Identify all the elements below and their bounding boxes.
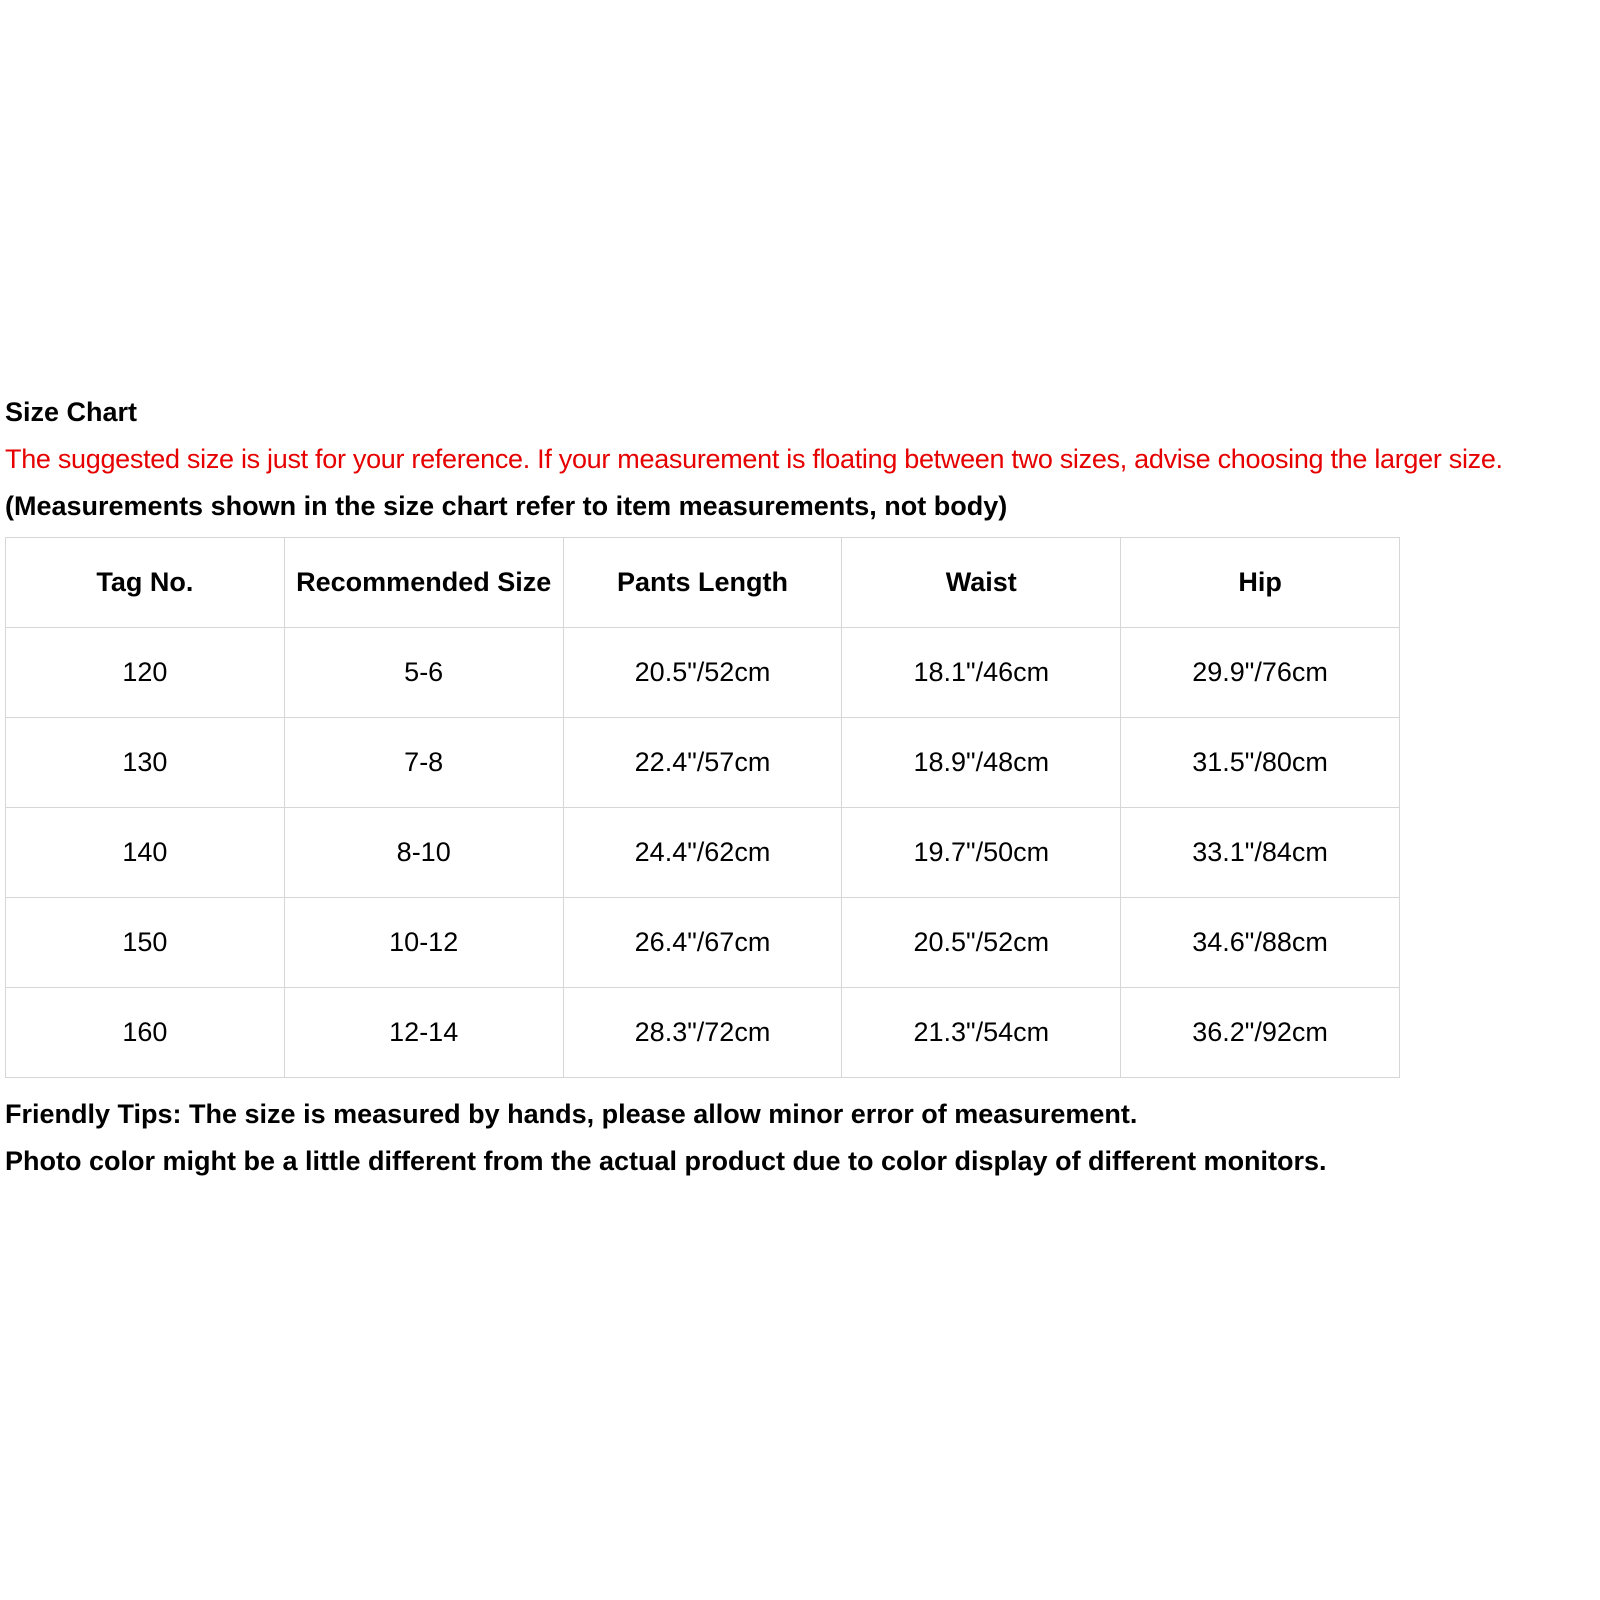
- header-tag-no: Tag No.: [6, 538, 285, 628]
- cell-pants-length: 22.4"/57cm: [563, 718, 842, 808]
- header-pants-length: Pants Length: [563, 538, 842, 628]
- header-recommended-size: Recommended Size: [284, 538, 563, 628]
- table-row: [6, 628, 1400, 718]
- page-title: Size Chart: [5, 397, 138, 427]
- cell-waist: 18.1"/46cm: [842, 628, 1121, 718]
- measurement-note: (Measurements shown in the size chart refer to item measurements, not body): [5, 491, 1008, 521]
- tip-line-measurement: Friendly Tips: The size is measured by hands, please allow minor error of measurement.: [5, 1099, 1138, 1129]
- cell-recommended-size: 5-6: [284, 628, 563, 718]
- size-chart-document: [5, 396, 1595, 1192]
- tip-line-color: Photo color might be a little different from the actual product due to color display of different monitors.: [5, 1146, 1327, 1176]
- size-advice-notice: The suggested size is just for your reference. If your measurement is floating between two sizes, advise choosing the larger size.: [5, 444, 1503, 474]
- table-row: [6, 898, 1400, 988]
- cell-recommended-size: 12-14: [284, 988, 563, 1078]
- cell-waist: 21.3"/54cm: [842, 988, 1121, 1078]
- cell-tag-no: 120: [6, 628, 285, 718]
- cell-recommended-size: 8-10: [284, 808, 563, 898]
- cell-tag-no: 130: [6, 718, 285, 808]
- cell-waist: 19.7"/50cm: [842, 808, 1121, 898]
- table-row: [6, 718, 1400, 808]
- cell-recommended-size: 10-12: [284, 898, 563, 988]
- cell-hip: 36.2"/92cm: [1121, 988, 1400, 1078]
- cell-hip: 33.1"/84cm: [1121, 808, 1400, 898]
- cell-recommended-size: 7-8: [284, 718, 563, 808]
- cell-tag-no: 150: [6, 898, 285, 988]
- cell-hip: 29.9"/76cm: [1121, 628, 1400, 718]
- cell-pants-length: 26.4"/67cm: [563, 898, 842, 988]
- friendly-tips: [5, 1098, 1595, 1177]
- header-hip: Hip: [1121, 538, 1400, 628]
- cell-pants-length: 20.5"/52cm: [563, 628, 842, 718]
- cell-tag-no: 140: [6, 808, 285, 898]
- cell-pants-length: 28.3"/72cm: [563, 988, 842, 1078]
- cell-pants-length: 24.4"/62cm: [563, 808, 842, 898]
- size-table: [5, 537, 1400, 1078]
- table-row: [6, 988, 1400, 1078]
- cell-hip: 31.5"/80cm: [1121, 718, 1400, 808]
- cell-hip: 34.6"/88cm: [1121, 898, 1400, 988]
- cell-waist: 20.5"/52cm: [842, 898, 1121, 988]
- cell-tag-no: 160: [6, 988, 285, 1078]
- table-row: [6, 808, 1400, 898]
- header-waist: Waist: [842, 538, 1121, 628]
- table-header-row: [6, 538, 1400, 628]
- cell-waist: 18.9"/48cm: [842, 718, 1121, 808]
